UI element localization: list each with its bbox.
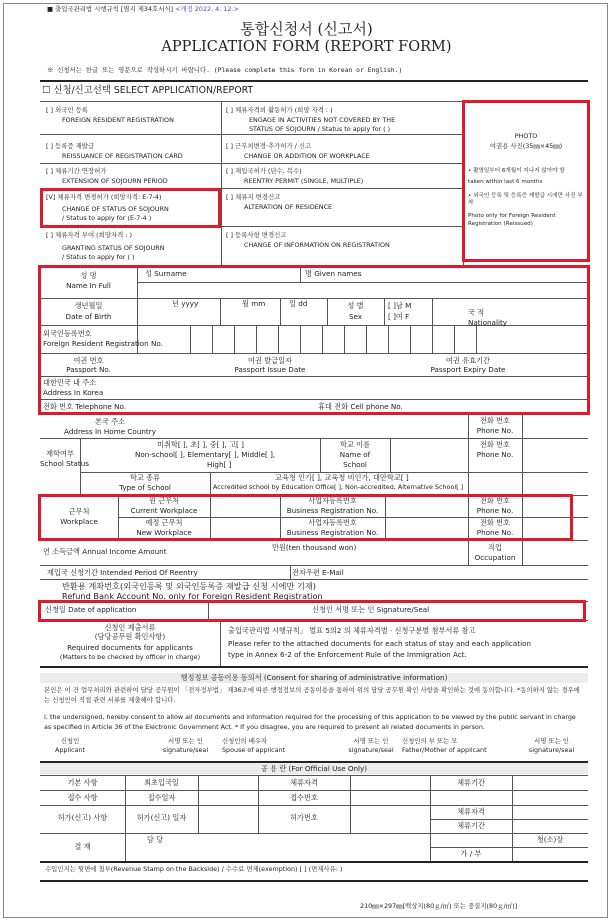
issue-date-label-ko: 여권 발급일자 <box>248 356 292 365</box>
address-korea-label-ko: 대한민국 내 주소 <box>43 378 97 387</box>
school-name-label-ko: 학교 이름 <box>339 440 371 449</box>
documents-label-en2: (Matters to be checked by officer in charge) <box>59 653 201 661</box>
official-reception-date-label: 접수일자 <box>147 793 176 802</box>
father-mother-label-ko: 신청인의 부 또는 모 <box>402 737 458 745</box>
applicant-seal-ko[interactable]: 서명 또는 인 <box>168 737 203 745</box>
dob-day-field[interactable]: 일 dd <box>289 299 308 308</box>
school-type-label-en: Type of School <box>119 483 171 492</box>
sex-label-ko: 성 별 <box>347 301 364 310</box>
official-yesno-label: 가 / 부 <box>460 849 482 858</box>
consent-text-ko: 본인은 이 건 업무처리와 관련하여 담당 공무원이 「전자정부법」 제36조에 따른 행정정보의 공동이용을 통하여 위의 담당 공무원 확인 사항을 확인하는 것에 동의합니다. *동의하지 않는 경우에는 신청인이 직접 관련 서류를 제출해야 합니다. <box>44 686 580 704</box>
nationality-label-ko: 국 적 <box>468 308 485 317</box>
current-workplace-label-en: Current Workplace <box>130 506 198 515</box>
official-chief-label: 청(소)장 <box>536 835 564 844</box>
highlight-change-status <box>40 188 221 228</box>
official-permit-label: 허가(신고) 사항 <box>57 813 108 822</box>
spouse-seal-en[interactable]: signature/seal <box>348 746 394 754</box>
name-label-ko: 성 명 <box>80 271 97 280</box>
dob-year-field[interactable]: 년 yyyy <box>172 299 199 308</box>
frn-label-en: Foreign Resident Registration No. <box>43 339 163 348</box>
revision-label: <개정 2022. 4. 12.> <box>175 5 239 13</box>
official-status2-label: 체류자격 <box>457 807 485 816</box>
official-reception-no-label: 접수번호 <box>290 793 318 802</box>
official-permit-date-label: 허가(신고) 일자 <box>136 813 187 822</box>
dob-month-field[interactable]: 월 mm <box>242 299 266 308</box>
documents-label-ko2: (담당공무원 확인사항) <box>94 632 166 641</box>
spouse-label-en: Spouse of applicant <box>222 746 286 754</box>
home-address-label-ko: 본국 주소 <box>94 417 126 426</box>
consent-applicant-en: Applicant <box>54 746 86 754</box>
new-brn-label-en: Business Registration No. <box>286 528 379 537</box>
select-section-heading: ☐ 신청/신고선택 SELECT APPLICATION/REPORT <box>42 85 254 96</box>
consent-applicant-ko: 신청인 <box>60 737 80 745</box>
new-brn-label-ko: 사업자등록번호 <box>308 518 357 527</box>
parent-seal-ko[interactable]: 서명 또는 인 <box>534 737 569 745</box>
school-type-options-en[interactable]: Accredited school by Education Office[ ], Non-accredited, Alternative School[ ] <box>213 483 464 491</box>
school-name-label-en2: School <box>343 460 367 469</box>
official-decision-label: 결 재 <box>74 842 91 851</box>
spouse-seal-ko[interactable]: 서명 또는 인 <box>353 737 389 745</box>
highlight-workplace <box>38 494 573 541</box>
surname-field[interactable]: 성 Surname <box>145 269 187 278</box>
application-date-field[interactable]: 신청일 Date of application <box>45 605 137 614</box>
official-basic-label: 기본 사항 <box>67 778 98 787</box>
sex-label-en: Sex <box>348 312 363 321</box>
cellphone-field[interactable]: 휴대 전화 Cell phone No. <box>318 402 403 411</box>
new-workplace-label-en: New Workplace <box>136 528 192 537</box>
reentry-period-label: 재입국 신청기간 Intended Period Of Reentry <box>47 568 198 577</box>
nationality-label-en: Nationality <box>468 318 508 327</box>
school-name-label-en: Name of <box>339 450 371 459</box>
sex-male-checkbox[interactable]: [ ]남 M <box>388 301 412 310</box>
official-status-label: 체류자격 <box>290 778 318 787</box>
address-korea-label-en: Address In Korea <box>43 388 104 397</box>
consent-title: 행정정보 공동이용 동의서 (Consent for sharing of administrative information) <box>180 673 448 682</box>
current-phone-label-ko: 전화 번호 <box>479 496 511 505</box>
school-phone-label-en: Phone No. <box>476 450 514 459</box>
passport-label-ko: 여권 번호 <box>73 356 104 365</box>
passport-label-en: Passport No. <box>66 365 111 374</box>
current-workplace-label-ko: 원 근무처 <box>148 496 180 505</box>
frn-label-ko: 외국인등록번호 <box>43 329 92 338</box>
highlight-photo <box>462 100 590 262</box>
father-mother-label-en: Father/Mother of applicant <box>402 746 487 754</box>
current-brn-label-en: Business Registration No. <box>286 506 379 515</box>
school-type-options-ko[interactable]: 교육청 인가[ ], 교육청 비인가, 대안학교[ ] <box>275 473 409 482</box>
expiry-date-label-ko: 여권 유효기간 <box>446 356 490 365</box>
name-label-en: Name In Full <box>66 281 111 290</box>
documents-text-en2: type in Annex 6-2 of the Enforcement Rule of the Immigration Act. <box>228 650 467 659</box>
paper-spec: 210㎜×297㎜[백상지(80ｇ/㎡) 또는 중질지(80ｇ/㎡)] <box>360 902 518 910</box>
income-unit-label: 만원(ten thousand won) <box>272 543 357 552</box>
expiry-date-label-en: Passport Expiry Date <box>430 365 506 374</box>
school-levels-en[interactable]: Non-school[ ], Elementary[ ], Middle[ ], <box>135 450 276 459</box>
current-phone-label-en: Phone No. <box>476 506 514 515</box>
school-phone-label-ko: 전화 번호 <box>479 440 511 449</box>
revenue-stamp-note: 수입인지는 뒷면에 첨부(Revenue Stamp on the Backside) / 수수료 면제(exemption) [ ] (면제사유: ) <box>45 865 343 873</box>
parent-seal-en[interactable]: signature/seal <box>528 746 575 754</box>
highlight-personal-info <box>38 265 590 415</box>
school-levels-ko[interactable]: 미취학[ ], 초[ ], 중[ ], 고[ ] <box>157 440 244 449</box>
form-title-english: APPLICATION FORM (REPORT FORM) <box>161 39 452 55</box>
official-officer-label: 담 당 <box>146 835 164 844</box>
dob-label-ko: 생년월일 <box>74 301 103 310</box>
applicant-seal-en[interactable]: signature/seal <box>162 746 209 754</box>
official-first-entry-label: 최초입국일 <box>144 778 179 787</box>
form-instruction: ※ 신청서는 한글 또는 영문으로 작성하시기 바랍니다. (Please complete this form in Korean or English.) <box>47 66 403 74</box>
home-phone-label-en: Phone No. <box>476 426 514 435</box>
regulation-label: ■ 출입국관리법 시행규칙 [별지 제34호서식] <box>47 5 174 13</box>
dob-label-en: Date of Birth <box>65 312 112 321</box>
workplace-label-ko: 근무처 <box>68 507 90 516</box>
official-permit-no-label: 허가번호 <box>290 813 318 822</box>
annual-income-label: 연 소득금액 Annual Income Amount <box>43 547 167 556</box>
email-field[interactable]: 전자우편 E-Mail <box>292 568 344 577</box>
official-use-title: 공 용 란 (For Official Use Only) <box>260 764 368 773</box>
school-status-label-ko: 재학여부 <box>46 449 74 458</box>
applicant-signature-field[interactable]: 신청인 서명 또는 인 Signature/Seal <box>312 605 430 614</box>
documents-text-ko: 출입국관리법 시행규칙」 별표 5의2 의 체류자격별 · 신청구분별 첨부서류 참고 <box>228 626 476 635</box>
school-levels-en2[interactable]: High[ ] <box>207 460 232 469</box>
home-phone-label-ko: 전화 번호 <box>479 416 511 425</box>
telephone-field[interactable]: 전화 번호 Telephone No. <box>43 402 127 411</box>
refund-account-label-en: Refund Bank Account No. only for Foreign Resident Registration <box>62 591 323 601</box>
refund-account-label-ko: 반환용 계좌번호(외국인등록 및 외국인등록증 재발급 신청 시에만 기재) <box>62 581 316 591</box>
application-form-page: ■ 출입국관리법 시행규칙 [별지 제34호서식] <개정 2022. 4. 12.> 통합신청서 (신고서) APPLICATION FORM (REPORT FORM) ※ 신청서는 한글 또는 영문으로 작성하시기 바랍니다. (Please complete this form in Korean or English.) ☐ 신청/신고선택 SELECT APPLICATION/REPORT [ ] 외국인 등록 FOREIGN RESIDENT REGISTRATION [ ] 등록증 재발급 REISSUANCE OF REGISTRATION CARD [ ] 체류기간 연장허가 EXTENSION OF SOJOURN PERIOD [V] 체류자격 변경허가 (희망자격: E-7-4) CHANGE OF STATUS OF SOJOURN / Status to apply for (E-7-4 ) [ ] 체류자격 부여 (희망자격 : ) GRANTING STATUS OF SOJOURN / Status to apply for ( ) [ ] 체류자격외 활동허가 (희망 자격 : ) ENGAGE IN ACTIVITIES NOT COVERED BY THE STATUS OF SOJOURN / Status to apply for ( ) [ ] 근무처변경·추가허가 / 신고 CHANGE OR ADDITION OF WORKPLACE [ ] 재입국허가 (단수, 복수) REENTRY PERMIT (SINGLE, MULTIPLE) [ ] 체류지 변경신고 ALTERATION OF RESIDENCE [ ] 등록사항 변경신고 CHANGE OF INFORMATION ON REGISTRATION PHOTO 여권용 사진(35㎜×45㎜) • 촬영일부터 6개월이 지나지 않아야 함 taken within last 6 months • 외국인 등록 및 등록증 재발급 시에만 사진 부착 Photo only for Foreign Resident Registration (Reissued) 성 명 Name In Full 성 Surname 명 Given names 생년월일 Date of Birth 년 yyyy 월 mm 일 dd 성 별 Sex [ ]남 M [ ]여 F 국 적 Nationality 외국인등록번호 Foreign Resident Registration No. 여권 번호 Passport No. 여권 발급일자 Passport Issue Date 여권 유효기간 Passport Expiry Date 대한민국 내 주소 Address In Korea 전화 번호 Telephone No. 휴대 전화 Cell phone No. 본국 주소 Address In Home Country 전화 번호 Phone No. 재학여부 School Status 미취학[ ], 초[ ], 중[ ], 고[ ] Non-school[ ], Elementary[ ], Middle[ ], High[ ] 학교 이름 Name of School 전화 번호 Phone No. 학교 종류 Type of School 교육청 인가[ ], 교육청 비인가, 대안학교[ ] Accredited school by Education Office[ ], Non-accredited, Alternative School[ ] 근무처 Workplace 원 근무처 Current Workplace 사업자등록번호 Business Registration No. 전화 번호 Phone No. 예정 근무처 New Workplace 사업자등록번호 Business Registration No. 전화 번호 Phone No. 연 소득금액 Annual Income Amount 만원(ten thousand won) 직업 Occupation 재입국 신청기간 Intended Period Of Reentry 전자우편 E-Mail 반환용 계좌번호(외국인등록 및 외국인등록증 재발급 신청 시에만 기재) Refund Bank Account No. only for Foreign Resident Registration 신청일 Date of application 신청인 서명 또는 인 Signature/Seal 신청인 제출서류 (담당공무원 확인사항) Required documents for applicants (Matters to be checked by officer in charge) 출입국관리법 시행규칙」 별표 5의2 의 체류자격별 · 신청구분별 첨부서류 참고 Please refer to the attached documents for each status of stay and each application type in Annex 6-2 of the Enforcement Rule of the Immigration Act. 행정정보 공동이용 동의서 (Consent for sharing of administrative information) 본인은 이 건 업무처리와 관련하여 담당 공무원이 「전자정부법」 제36조에 따른 행정정보의 공동이용을 통하여 위의 담당 공무원 확인 사항을 확인하는 것에 동의합니다. *동의하지 않는 경우에는 신청인이 직접 관련 서류를 제출해야 합니다. I, the undersigned, hereby consent to allow all documents and information required for the processing of this application to be viewed by the public servant in charge as specified in Article 36 of the Electronic Government Act. * If you disagree, you are required to present all related documents in person. 신청인 Applicant 서명 또는 인 signature/seal 신청인의 배우자 Spouse of applicant 서명 또는 인 signature/seal 신청인의 부 또는 모 Father/Mother of applicant 서명 또는 인 signature/seal 공 용 란 (For Official Use Only) 기본 사항 최초입국일 체류자격 체류기간 접수 사항 접수일자 접수번호 허가(신고) 사항 허가(신고) 일자 허가번호 체류자격 체류기간 결 재 담 당 청(소)장 가 / 부 수입인지는 뒷면에 첨부(Revenue Stamp on the Backside) / 수수료 면제(exemption) [ ] (면제사유: ) 210㎜×297㎜[백상지(80ｇ/㎡) 또는 중질지(80ｇ/㎡)] <box>0 0 613 922</box>
occupation-label-en: Occupation <box>474 553 516 562</box>
given-names-field[interactable]: 명 Given names <box>305 269 362 278</box>
school-type-label-ko: 학교 종류 <box>129 473 161 482</box>
form-title-korean: 통합신청서 (신고서) <box>240 20 373 38</box>
sex-female-checkbox[interactable]: [ ]여 F <box>388 312 410 321</box>
home-address-label-en: Address In Home Country <box>64 427 156 436</box>
documents-label-ko: 신청인 제출서류 <box>104 623 156 632</box>
consent-text-en: I, the undersigned, hereby consent to allow all documents and information required for the processing of this application to be viewed by the public servant in charge as specified in Article 36 of the Electronic Government Act. * If you disagree, you are required to present all related documents in person. <box>44 713 576 731</box>
workplace-label-en: Workplace <box>60 517 98 526</box>
official-reception-label: 접수 사항 <box>67 793 98 802</box>
new-phone-label-en: Phone No. <box>476 528 514 537</box>
highlight-signing <box>38 600 586 622</box>
current-brn-label-ko: 사업자등록번호 <box>308 496 357 505</box>
official-period-label: 체류기간 <box>457 778 485 787</box>
new-workplace-label-ko: 예정 근무처 <box>145 518 183 527</box>
occupation-label-ko: 직업 <box>488 543 502 552</box>
school-status-label-en: School Status <box>40 459 90 468</box>
documents-text-en: Please refer to the attached documents for each status of stay and each application <box>228 639 532 648</box>
official-period2-label: 체류기간 <box>457 821 485 830</box>
documents-label-en: Required documents for applicants <box>67 643 193 652</box>
spouse-label-ko: 신청인의 배우자 <box>222 737 268 745</box>
new-phone-label-ko: 전화 번호 <box>479 518 511 527</box>
issue-date-label-en: Passport Issue Date <box>234 365 306 374</box>
